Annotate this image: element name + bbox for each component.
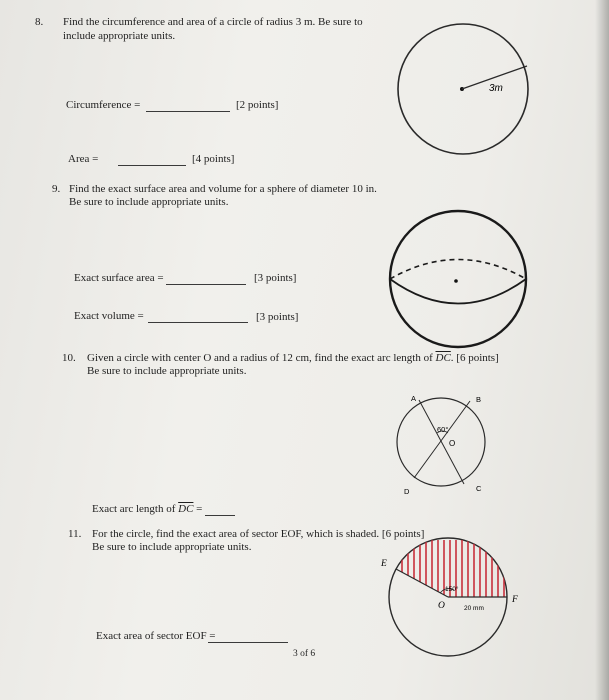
page-edge-shadow <box>595 0 609 700</box>
q9-volume-points: [3 points] <box>256 311 299 323</box>
q9-equator-front <box>390 279 526 304</box>
q11-prompt-line1: For the circle, find the exact area of sector EOF, which is shaded. [6 points] <box>92 528 425 540</box>
q10-answer-arc-name: $\overline{DC}$ <box>178 503 194 515</box>
q8-prompt-line2: include appropriate units. <box>63 30 176 42</box>
q11-prompt-line2: Be sure to include appropriate units. <box>92 541 252 553</box>
q10-angle-label: 60° <box>437 425 449 434</box>
q11-answer-label: Exact area of sector EOF = <box>96 630 216 642</box>
q11-point-F: F <box>512 595 518 605</box>
q10-point-C: C <box>476 484 482 493</box>
q8-circumference-points: [2 points] <box>236 99 279 111</box>
q11-radius-label: 20 mm <box>464 605 484 612</box>
q11-circle-figure <box>380 538 518 656</box>
q11-angle-label: 150° <box>445 586 459 593</box>
q10-arc-name: $\overline{DC}$ <box>435 352 451 364</box>
q10-prompt-line1-pre: Given a circle with center O and a radius of 12 cm, find the exact arc length of <box>87 352 433 364</box>
q8-circumference-label: Circumference = <box>66 99 141 111</box>
q10-prompt-line1-post: . [6 points] <box>450 352 499 364</box>
q9-equator-back <box>390 260 526 280</box>
q11-center-label: O <box>438 601 445 611</box>
q9-center-point <box>454 279 458 283</box>
q8-circle-figure <box>398 24 528 154</box>
q8-prompt-line1: Find the circumference and area of a circle of radius 3 m. Be sure to <box>63 16 363 28</box>
q10-diameter-BD <box>414 401 470 478</box>
q10-point-D: D <box>404 487 410 496</box>
q9-surface-label: Exact surface area = <box>74 272 164 284</box>
q9-surface-points: [3 points] <box>254 272 297 284</box>
q9-sphere-figure <box>390 211 526 347</box>
q8-area-label: Area = <box>68 153 99 165</box>
q10-center-label: O <box>449 439 456 448</box>
q9-prompt-line2: Be sure to include appropriate units. <box>69 196 229 208</box>
q8-number: 8. <box>35 16 44 28</box>
q10-diameter-AC <box>419 400 464 484</box>
q8-radius-label: 3m <box>489 83 503 94</box>
q9-number: 9. <box>52 183 61 195</box>
q10-answer-label-pre: Exact arc length of <box>92 503 176 515</box>
q10-answer-label-post: = <box>196 503 203 515</box>
q11-point-E: E <box>381 559 387 569</box>
q10-prompt-line2: Be sure to include appropriate units. <box>87 365 247 377</box>
q10-circle-figure <box>397 394 485 496</box>
page-number: 3 of 6 <box>293 649 316 659</box>
q9-volume-label: Exact volume = <box>74 310 144 322</box>
q9-prompt-line1: Find the exact surface area and volume for a sphere of diameter 10 in. <box>69 183 377 195</box>
q11-number: 11. <box>68 528 82 540</box>
q10-number: 10. <box>62 352 76 364</box>
q10-point-B: B <box>476 395 482 404</box>
q10-point-A: A <box>411 394 417 403</box>
q8-area-points: [4 points] <box>192 153 235 165</box>
